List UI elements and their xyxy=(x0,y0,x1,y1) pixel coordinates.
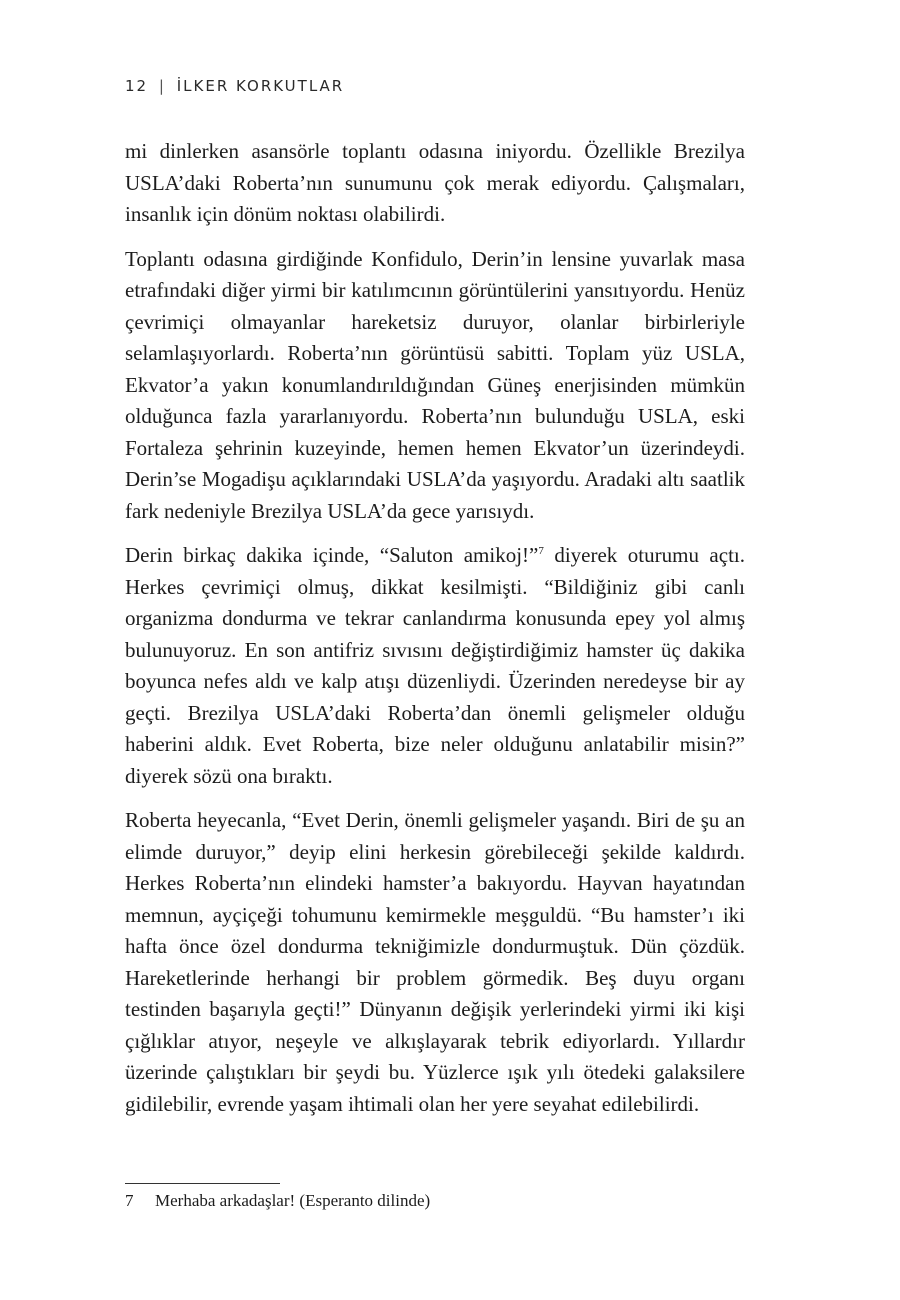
body-text xyxy=(125,136,745,1133)
paragraph-2: Toplantı odasına girdiğinde Konfidulo, Derin’in lensine yuvarlak masa etrafındaki diğer yirmi bir katılımcının görüntülerini yansıtıyordu. Henüz çevrimiçi olmayanlar hareketsiz duruyor, olanlar birbirleriyle selamlaşıyorlardı. Roberta’nın görüntüsü sabitti. Toplam yüz USLA, Ekvator’a yakın konumlandırıldığından Güneş enerjisinden mümkün olduğunca fazla yararlanıyordu. Roberta’nın bulunduğu USLA, eski Fortaleza şehrinin kuzeyinde, hemen hemen Ekvator’un üzerindeydi. Derin’se Mogadişu açıklarındaki USLA’da yaşıyordu. Aradaki altı saatlik fark nedeniyle Brezilya USLA’da gece yarısıydı. xyxy=(125,246,745,523)
paragraph-4: Roberta heyecanla, “Evet Derin, önemli gelişmeler yaşandı. Biri de şu an elimde duruyor,” deyip elini herkesin görebileceği şekilde kaldırdı. Herkes Roberta’nın elindeki hamster’a bakıyordu. Hayvan hayatından memnun, ayçiçeği tohumunu kemirmekle meşguldü. “Bu hamster’ı iki hafta önce özel dondurma tekniğimizle dondurmuştuk. Dün çözdük. Hareketlerinde herhangi bir problem görmedik. Beş duyu organı testinden başarıyla geçti!” Dünyanın değişik yerlerindeki yirmi iki kişi çığlıklar atıyor, neşeyle ve alkışlayarak tebrik ediyorlardı. Yıllardır üzerinde çalıştıkları bir şeydi bu. Yüzlerce ışık yılı ötedeki galaksilere gidilebilir, evrende yaşam ihtimali olan her yere seyahat edilebilirdi. xyxy=(125,808,745,1116)
footnote-reference: 7 xyxy=(538,545,544,557)
page-number: 12 xyxy=(125,77,149,95)
footnote-number: 7 xyxy=(125,1191,134,1210)
paragraph-3-before: Derin birkaç dakika içinde, “Saluton amikoj!” xyxy=(125,543,539,567)
author-name: İLKER KORKUTLAR xyxy=(176,77,345,95)
footnote-divider xyxy=(125,1183,280,1184)
footnote xyxy=(125,1189,430,1213)
paragraph-3 xyxy=(125,540,745,792)
footnote-text: Merhaba arkadaşlar! (Esperanto dilinde) xyxy=(155,1191,431,1210)
running-header xyxy=(125,77,344,95)
paragraph-1: mi dinlerken asansörle toplantı odasına iniyordu. Özellikle Brezilya USLA’daki Roberta’nın sunumunu çok merak ediyordu. Çalışmaları, insanlık için dönüm noktası olabilirdi. xyxy=(125,139,745,226)
header-separator: | xyxy=(158,77,166,95)
paragraph-3-after: diyerek oturumu açtı. Herkes çevrimiçi olmuş, dikkat kesilmişti. “Bildiğiniz gibi canlı organizma dondurma ve tekrar canlandırma konusunda epey yol almış bulunuyoruz. En son antifriz sıvısını değiştirdiğimiz hamster üç dakika boyunca nefes aldı ve kalp atışı düzenliydi. Üzerinden neredeyse bir ay geçti. Brezilya USLA’daki Roberta’dan önemli gelişmeler olduğu haberini aldık. Evet Roberta, bize neler olduğunu anlatabilir misin?” diyerek sözü ona bıraktı. xyxy=(125,543,745,788)
